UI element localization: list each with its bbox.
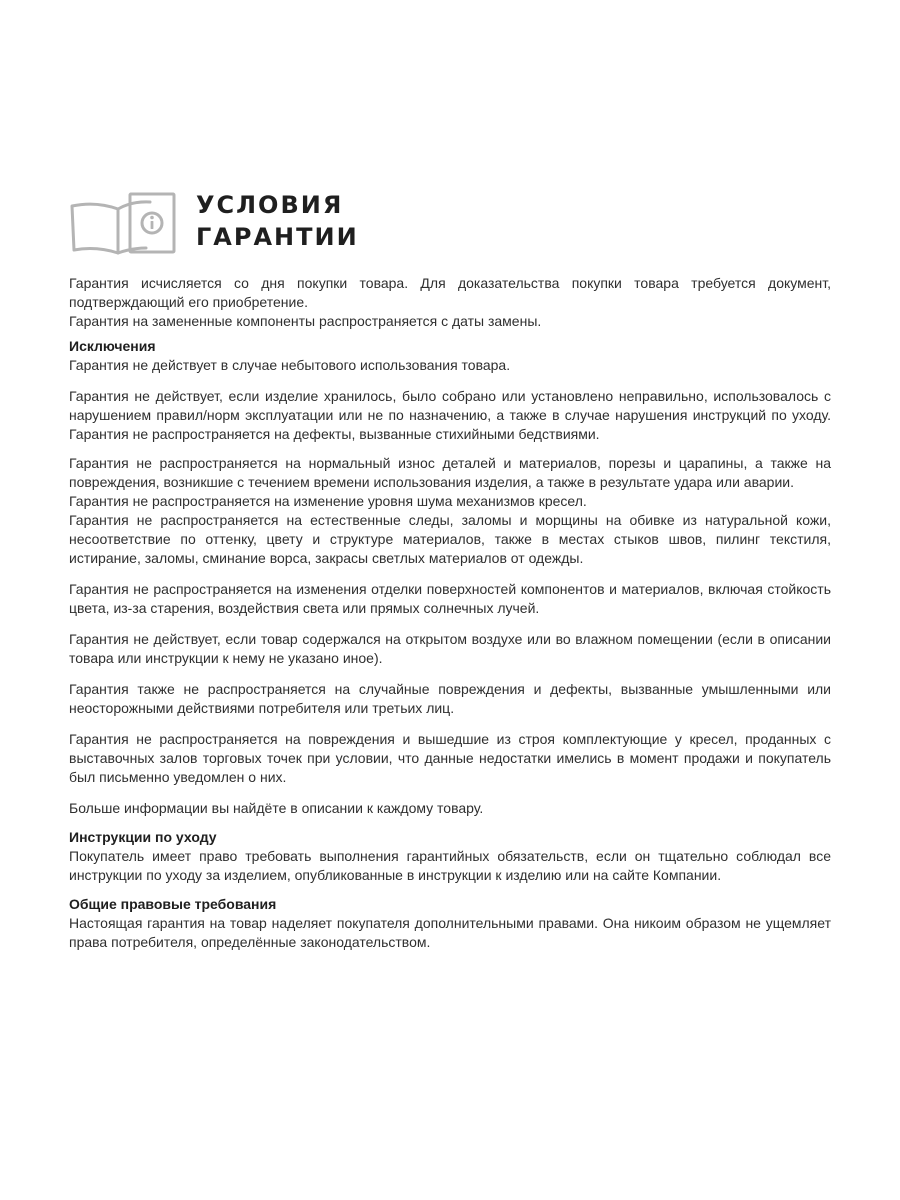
exclusions-paragraph-6: Гарантия не распространяется на изменения отделки поверхностей компонентов и материалов, включая стойкость цвета, из-за старения, воздействия света или прямых солнечных лучей. [69, 581, 831, 616]
exclusions-paragraph-8: Гарантия также не распространяется на случайные повреждения и дефекты, вызванные умышленными или неосторожными действиями потребителя или третьих лиц. [69, 681, 831, 716]
exclusions-paragraph-9: Гарантия не распространяется на повреждения и вышедшие из строя комплектующие у кресел, проданных с выставочных залов торговых точек при условии, что данные недостатки имелись в момент продажи и покупатель был письменно уведомлен о них. [69, 731, 831, 785]
legal-heading: Общие правовые требования [69, 896, 277, 912]
page-title [196, 189, 359, 253]
title-line-1: УСЛОВИЯ [196, 191, 344, 219]
legal-paragraph-1: Настоящая гарантия на товар наделяет покупателя дополнительными правами. Она никоим образом не ущемляет права потребителя, определённые законодательством. [69, 915, 831, 950]
exclusions-paragraph-3: Гарантия не распространяется на нормальный износ деталей и материалов, порезы и царапины, а также на повреждения, возникшие с течением времени использования изделия, а также в результате удара или аварии. [69, 455, 831, 490]
title-line-2: ГАРАНТИИ [196, 223, 359, 251]
exclusions-paragraph-5: Гарантия не распространяется на естественные следы, заломы и морщины на обивке из натуральной кожи, несоответствие по оттенку, цвету и структуре материалов, также в местах стыков швов, пилинг текстиля, истирание, заломы, сминание ворса, закрасы светлых материалов от одежды. [69, 512, 831, 566]
content [69, 274, 831, 952]
exclusions-paragraph-7: Гарантия не действует, если товар содержался на открытом воздухе или во влажном помещении (если в описании товара или инструкции к нему не указано иное). [69, 631, 831, 666]
book-info-icon [68, 186, 180, 256]
intro-paragraph-2: Гарантия на замененные компоненты распространяется с даты замены. [69, 313, 542, 329]
exclusions-paragraph-4: Гарантия не распространяется на изменение уровня шума механизмов кресел. [69, 493, 587, 509]
exclusions-paragraph-2: Гарантия не действует, если изделие хранилось, было собрано или установлено неправильно, использовалось с нарушением правил/норм эксплуатации или не по назначению, а также в случае нарушения инструкций по уходу. Гарантия не распространяется на дефекты, вызванные стихийными бедствиями. [69, 388, 831, 442]
care-paragraph-1: Покупатель имеет право требовать выполнения гарантийных обязательств, если он тщательно соблюдал все инструкции по уходу за изделием, опубликованные в инструкции к изделию или на сайте Компании. [69, 848, 831, 883]
exclusions-paragraph-10: Больше информации вы найдёте в описании к каждому товару. [69, 800, 484, 816]
exclusions-heading: Исключения [69, 338, 156, 354]
intro-paragraph-1: Гарантия исчисляется со дня покупки товара. Для доказательства покупки товара требуется документ, подтверждающий его приобретение. [69, 275, 831, 310]
header [68, 186, 359, 256]
exclusions-paragraph-1: Гарантия не действует в случае небытового использования товара. [69, 357, 511, 373]
care-heading: Инструкции по уходу [69, 829, 217, 845]
